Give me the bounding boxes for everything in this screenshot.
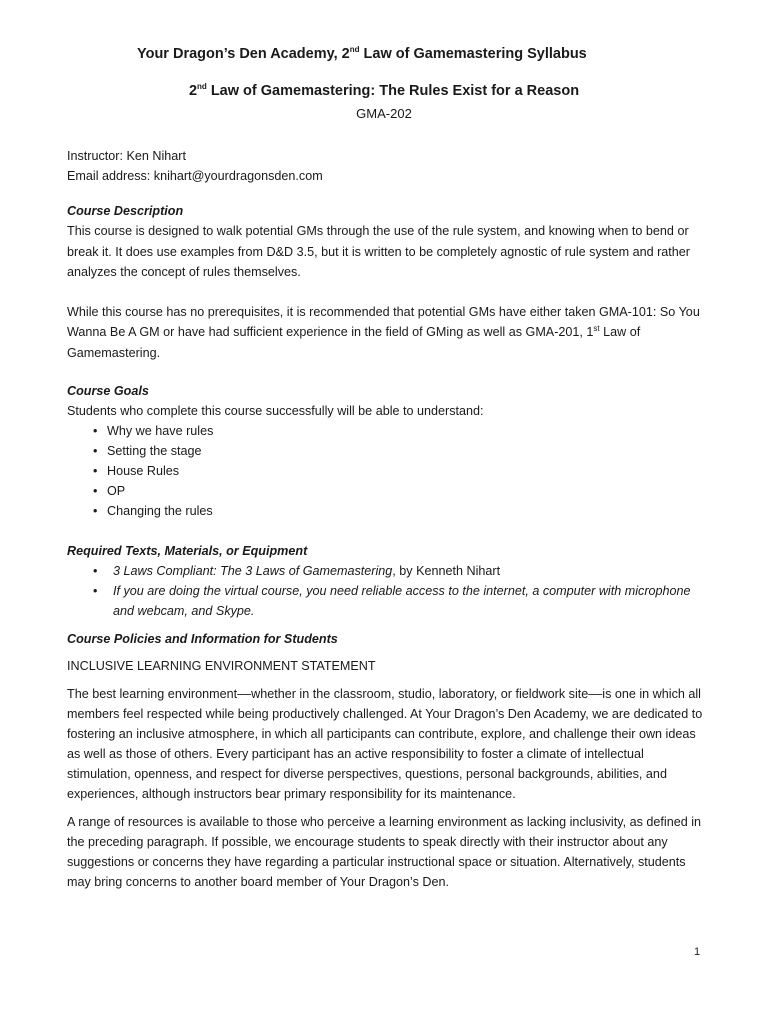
- course-title-rest: Law of Gamemastering: The Rules Exist for a Reason: [206, 83, 580, 99]
- list-item: [67, 481, 707, 501]
- list-item-text: House Rules: [107, 464, 180, 478]
- inclusive-statement-heading: INCLUSIVE LEARNING ENVIRONMENT STATEMENT: [67, 659, 376, 673]
- syllabus-title-text: Your Dragon’s Den Academy, 2: [137, 46, 350, 62]
- spacer: [67, 363, 707, 381]
- inclusive-statement-paragraph-1: The best learning environment––whether in the classroom, studio, laboratory, or fieldwork site––is one in which all members feel respected while being productively challenged. At Your Dragon’s Den Academy, we are dedicated to fostering an inclusive atmosphere, in which all participants can contribute, explore, and challenge their own ideas as well as those of others. Every participant has an active responsibility to foster a climate of intellectual stimulation, openness, and respect for diverse perspectives, questions, personal backgrounds, abilities, and experiences, although instructors bear primary responsibility for its maintenance.: [67, 687, 703, 801]
- spacer: [67, 521, 707, 541]
- list-item-text: Changing the rules: [107, 504, 213, 518]
- list-item: [67, 441, 707, 461]
- required-texts-heading: Required Texts, Materials, or Equipment: [67, 544, 308, 558]
- course-goals-list: [67, 421, 707, 521]
- prereq-superscript: st: [593, 323, 600, 333]
- book-author: , by Kenneth Nihart: [392, 564, 501, 578]
- spacer: [67, 676, 707, 684]
- course-title-superscript: nd: [197, 82, 207, 92]
- bullet-icon: •: [93, 584, 98, 598]
- spacer: [67, 283, 707, 302]
- course-description-paragraph-1: This course is designed to walk potential GMs through the use of the rule system, and knowing when to bend or break it. It does use examples from D&D 3.5, but it is written to be completely agnostic of rule system and rather analyzes the concept of rules themselves.: [67, 224, 690, 279]
- list-item-text: Setting the stage: [107, 444, 202, 458]
- course-policies-heading: Course Policies and Information for Students: [67, 632, 338, 646]
- bullet-icon: •: [93, 504, 98, 518]
- syllabus-title: [137, 46, 587, 62]
- bullet-icon: •: [93, 424, 98, 438]
- bullet-icon: •: [93, 464, 98, 478]
- syllabus-title-superscript: nd: [349, 45, 360, 55]
- list-item-text: OP: [107, 484, 126, 498]
- course-title-text: 2: [188, 83, 198, 99]
- list-item: [67, 461, 707, 481]
- document-body: [67, 146, 707, 892]
- book-title: 3 Laws Compliant: The 3 Laws of Gamemastering: [113, 564, 393, 578]
- spacer: [67, 649, 707, 656]
- inclusive-statement-paragraph-2: A range of resources is available to those who perceive a learning environment as lacking inclusivity, as defined in the preceding paragraph. If possible, we encourage students to speak directly with their instructor about any suggestions or concerns they have regarding a particular instructional space or situation. Alternatively, students may bring concerns to another board member of Your Dragon’s Den.: [67, 815, 702, 889]
- spacer: [67, 621, 707, 629]
- virtual-course-requirement: If you are doing the virtual course, you need reliable access to the internet, a computer with microphone and webcam, and Skype.: [113, 584, 691, 618]
- prereq-text: While this course has no prerequisites, it is recommended that potential GMs have either taken GMA-101: So You Wanna Be A GM or have had sufficient experience in the field of GMing as well as GMA-201, 1: [67, 304, 700, 339]
- course-description-heading: Course Description: [67, 204, 184, 218]
- list-item: [67, 581, 707, 621]
- syllabus-title-rest: Law of Gamemastering Syllabus: [359, 46, 587, 62]
- page-number: 1: [694, 946, 701, 958]
- instructor-line: Instructor: Ken Nihart: [67, 149, 186, 163]
- email-line: Email address: knihart@yourdragonsden.com: [67, 169, 323, 183]
- course-title: [0, 83, 768, 99]
- course-code: GMA-202: [356, 106, 412, 121]
- list-item: [67, 501, 707, 521]
- list-item-text: Why we have rules: [107, 424, 214, 438]
- bullet-icon: •: [93, 564, 98, 578]
- list-item: [67, 561, 707, 581]
- bullet-icon: •: [93, 444, 98, 458]
- course-goals-heading: Course Goals: [67, 384, 149, 398]
- prereq-text-end: Law of Gamemastering.: [67, 325, 641, 360]
- course-goals-intro: Students who complete this course successfully will be able to understand:: [67, 404, 484, 418]
- spacer: [67, 804, 707, 812]
- list-item: [67, 421, 707, 441]
- required-texts-list: [67, 561, 707, 621]
- course-description-paragraph-2: [67, 302, 707, 364]
- bullet-icon: •: [93, 484, 98, 498]
